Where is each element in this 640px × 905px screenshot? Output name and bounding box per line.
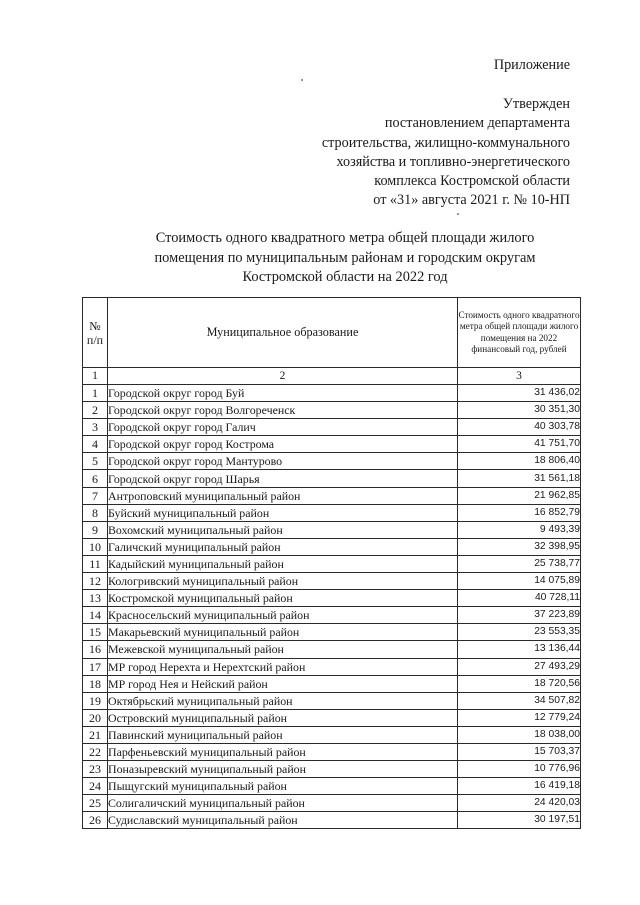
cost-value: 41 751,70	[458, 436, 581, 453]
cost-value: 18 806,40	[458, 453, 581, 470]
row-number: 6	[83, 470, 108, 487]
cost-value: 25 738,77	[458, 555, 581, 572]
municipality-name: Вохомский муниципальный район	[108, 521, 458, 538]
row-number: 7	[83, 487, 108, 504]
row-number: 10	[83, 538, 108, 555]
municipality-name: МР город Нея и Нейский район	[108, 675, 458, 692]
table-row	[83, 590, 581, 607]
row-number: 26	[83, 812, 108, 829]
row-number: 2	[83, 402, 108, 419]
cost-value: 14 075,89	[458, 573, 581, 590]
table-row	[83, 795, 581, 812]
table-row	[83, 778, 581, 795]
row-number: 23	[83, 761, 108, 778]
approval-line: строительства, жилищно-коммунального	[321, 134, 570, 151]
cost-value: 40 303,78	[458, 419, 581, 436]
cost-value: 18 720,56	[458, 675, 581, 692]
table-row	[83, 470, 581, 487]
row-number: 11	[83, 555, 108, 572]
municipality-name: Городской округ город Волгореченск	[108, 402, 458, 419]
document-title	[110, 229, 580, 288]
table-row	[83, 743, 581, 760]
row-number: 14	[83, 607, 108, 624]
approval-line: комплекса Костромской области	[374, 173, 570, 190]
municipality-name: Буйский муниципальный район	[108, 504, 458, 521]
table-row	[83, 675, 581, 692]
cost-value: 31 436,02	[458, 385, 581, 402]
header-municipality: Муниципальное образование	[108, 298, 458, 368]
table-row	[83, 419, 581, 436]
row-number: 3	[83, 419, 108, 436]
row-number: 12	[83, 573, 108, 590]
cost-value: 18 038,00	[458, 726, 581, 743]
municipality-name: МР город Нерехта и Нерехтский район	[108, 658, 458, 675]
cost-value: 10 776,96	[458, 761, 581, 778]
cost-value: 30 197,51	[458, 812, 581, 829]
table-row	[83, 521, 581, 538]
scan-speck	[301, 79, 303, 81]
row-number: 22	[83, 743, 108, 760]
table-row	[83, 487, 581, 504]
header-number	[83, 298, 108, 368]
table-row	[83, 453, 581, 470]
cost-value: 30 351,30	[458, 402, 581, 419]
municipality-name: Павинский муниципальный район	[108, 726, 458, 743]
row-number: 1	[83, 385, 108, 402]
approval-header	[322, 56, 570, 210]
municipality-name: Городской округ город Галич	[108, 419, 458, 436]
table-row	[83, 658, 581, 675]
table-row	[83, 761, 581, 778]
approval-line: постановлением департамента	[384, 115, 570, 132]
table-row	[83, 607, 581, 624]
municipality-name: Галичский муниципальный район	[108, 538, 458, 555]
cost-value: 34 507,82	[458, 692, 581, 709]
municipality-name: Кадыйский муниципальный район	[108, 555, 458, 572]
table-row	[83, 538, 581, 555]
row-number: 20	[83, 709, 108, 726]
row-number: 24	[83, 778, 108, 795]
row-number: 8	[83, 504, 108, 521]
header-cost: Стоимость одного квадратного метра общей площади жилого помещения на 2022 финансовый год, рублей	[458, 298, 581, 368]
table-row	[83, 504, 581, 521]
row-number: 9	[83, 521, 108, 538]
cost-value: 31 561,18	[458, 470, 581, 487]
cost-value: 16 419,18	[458, 778, 581, 795]
cost-value: 12 779,24	[458, 709, 581, 726]
table-row	[83, 624, 581, 641]
table-row	[83, 709, 581, 726]
table-row	[83, 436, 581, 453]
row-number: 25	[83, 795, 108, 812]
row-number: 21	[83, 726, 108, 743]
municipality-name: Пыщугский муниципальный район	[108, 778, 458, 795]
price-table	[82, 297, 581, 829]
cost-value: 13 136,44	[458, 641, 581, 658]
municipality-name: Городской округ город Кострома	[108, 436, 458, 453]
municipality-name: Межевской муниципальный район	[108, 641, 458, 658]
row-number: 19	[83, 692, 108, 709]
cost-value: 21 962,85	[458, 487, 581, 504]
title-line: Стоимость одного квадратного метра общей площади жилого	[155, 230, 535, 246]
municipality-name: Судиславский муниципальный район	[108, 812, 458, 829]
row-number: 17	[83, 658, 108, 675]
appendix-label: Приложение	[493, 57, 570, 73]
approval-line: Утвержден	[502, 96, 570, 113]
approval-line: хозяйства и топливно-энергетического	[336, 153, 570, 170]
column-index-row	[83, 368, 581, 385]
table-row	[83, 641, 581, 658]
table-header-row	[83, 298, 581, 368]
table-row	[83, 573, 581, 590]
table-row	[83, 692, 581, 709]
municipality-name: Поназыревский муниципальный район	[108, 761, 458, 778]
header-number-text: № п/п	[86, 318, 104, 347]
municipality-name: Макарьевский муниципальный район	[108, 624, 458, 641]
row-number: 15	[83, 624, 108, 641]
column-index: 3	[458, 368, 581, 385]
table-row	[83, 385, 581, 402]
municipality-name: Красносельский муниципальный район	[108, 607, 458, 624]
municipality-name: Кологривский муниципальный район	[108, 573, 458, 590]
municipality-name: Антроповский муниципальный район	[108, 487, 458, 504]
row-number: 5	[83, 453, 108, 470]
table-row	[83, 402, 581, 419]
cost-value: 15 703,37	[458, 743, 581, 760]
cost-value: 40 728,11	[458, 590, 581, 607]
municipality-name: Костромской муниципальный район	[108, 590, 458, 607]
row-number: 16	[83, 641, 108, 658]
row-number: 18	[83, 675, 108, 692]
cost-value: 23 553,35	[458, 624, 581, 641]
cost-value: 27 493,29	[458, 658, 581, 675]
column-index: 2	[108, 368, 458, 385]
table-row	[83, 726, 581, 743]
column-index: 1	[83, 368, 108, 385]
table-row	[83, 812, 581, 829]
row-number: 13	[83, 590, 108, 607]
approval-line: от «31» августа 2021 г. № 10-НП	[373, 192, 570, 209]
cost-value: 9 493,39	[458, 521, 581, 538]
municipality-name: Островский муниципальный район	[108, 709, 458, 726]
title-line: помещения по муниципальным районам и городским округам	[154, 249, 536, 266]
table-row	[83, 555, 581, 572]
municipality-name: Солигаличский муниципальный район	[108, 795, 458, 812]
cost-value: 37 223,89	[458, 607, 581, 624]
municipality-name: Парфеньевский муниципальный район	[108, 743, 458, 760]
row-number: 4	[83, 436, 108, 453]
title-line: Костромской области на 2022 год	[242, 269, 448, 286]
scan-speck	[457, 213, 459, 215]
municipality-name: Городской округ город Шарья	[108, 470, 458, 487]
municipality-name: Городской округ город Мантурово	[108, 453, 458, 470]
cost-value: 24 420,03	[458, 795, 581, 812]
cost-value: 16 852,79	[458, 504, 581, 521]
cost-value: 32 398,95	[458, 538, 581, 555]
municipality-name: Городской округ город Буй	[108, 385, 458, 402]
municipality-name: Октябрьский муниципальный район	[108, 692, 458, 709]
